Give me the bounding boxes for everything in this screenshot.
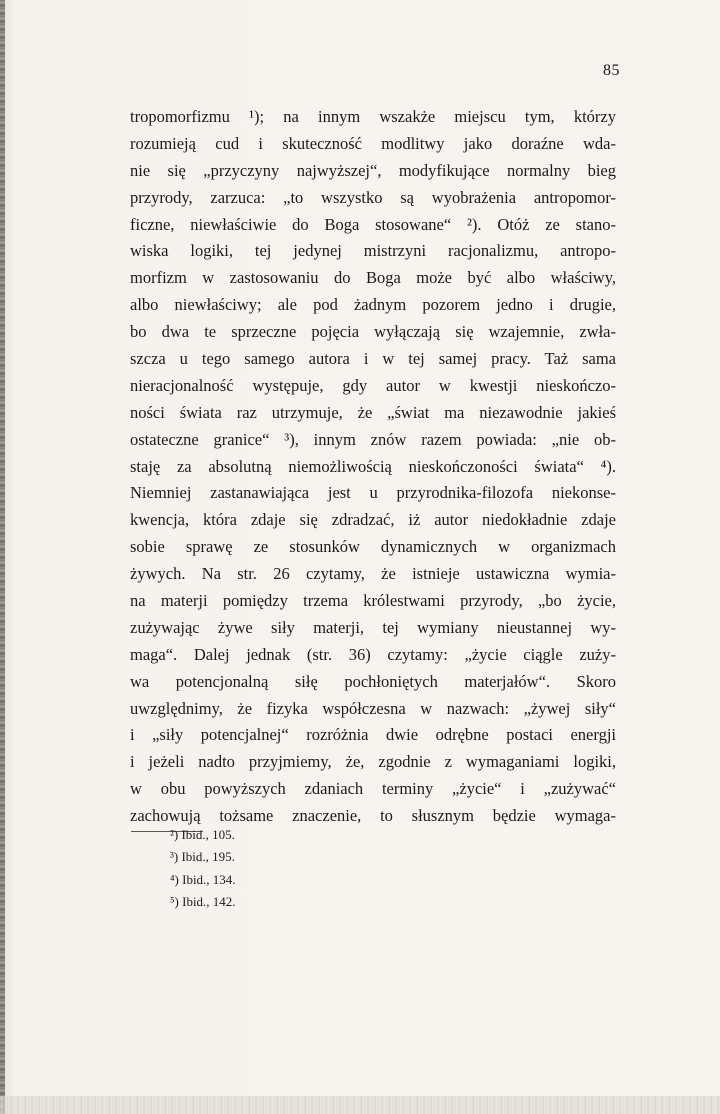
- footnote: ⁴) Ibid., 134.: [170, 871, 236, 887]
- footnotes: [170, 824, 370, 914]
- text-line: żywych. Na str. 26 czytamy, że istnieje ustawiczna wymia-: [130, 564, 616, 584]
- text-line: w obu powyższych zdaniach terminy „życie“ i „zużywać“: [130, 779, 616, 799]
- footnote: ⁵) Ibid., 142.: [170, 894, 236, 910]
- text-line: kwencja, która zdaje się zdradzać, iż autor niedokładnie zdaje: [130, 510, 616, 530]
- page-number: 85: [603, 62, 620, 79]
- text-line: rozumieją cud i skuteczność modlitwy jako doraźne wda-: [130, 133, 616, 153]
- text-line: nie się „przyczyny najwyższej“, modyfikujące normalny bieg: [130, 160, 616, 180]
- text-line: ficzne, niewłaściwie do Boga stosowane“ ²). Otóż ze stano-: [130, 214, 616, 234]
- text-line: morfizm w zastosowaniu do Boga może być albo właściwy,: [130, 268, 616, 288]
- text-line: bo dwa te sprzeczne pojęcia wyłączają się wzajemnie, zwła-: [130, 322, 616, 342]
- text-line: zachowują tożsame znaczenie, to słusznym będzie wymaga-: [130, 806, 616, 826]
- text-line: ostateczne granice“ ³), innym znów razem powiada: „nie ob-: [130, 429, 616, 449]
- text-line: wa potencjonalną siłę pochłoniętych materjałów“. Skoro: [130, 671, 616, 691]
- text-line: maga“. Dalej jednak (str. 36) czytamy: „życie ciągle zuży-: [130, 644, 616, 664]
- text-line: tropomorfizmu ¹); na innym wszakże miejscu tym, którzy: [130, 107, 616, 126]
- body-text: [130, 104, 616, 830]
- text-line: i „siły potencjalnej“ rozróżnia dwie odrębne postaci energji: [130, 725, 616, 745]
- text-line: staję za absolutną niemożliwością nieskończoności świata“ ⁴).: [130, 456, 616, 476]
- text-line: Niemniej zastanawiająca jest u przyrodnika-filozofa niekonse-: [130, 483, 616, 503]
- footnote: ²) Ibid., 105.: [170, 827, 235, 842]
- text-line: i jeżeli nadto przyjmiemy, że, zgodnie z wymaganiami logiki,: [130, 752, 616, 772]
- binding-edge: [0, 0, 5, 1114]
- page-bottom-edge: [0, 1096, 720, 1114]
- text-line: wiska logiki, tej jedynej mistrzyni racjonalizmu, antropo-: [130, 241, 616, 261]
- text-line: albo niewłaściwy; ale pod żadnym pozorem jedno i drugie,: [130, 295, 616, 315]
- text-line: nieracjonalność występuje, gdy autor w kwestji nieskończo-: [130, 375, 616, 395]
- text-line: ności świata raz utrzymuje, że „świat ma niezawodnie jakieś: [130, 402, 616, 422]
- text-line: sobie sprawę ze stosunków dynamicznych w organizmach: [130, 537, 616, 557]
- text-line: przyrody, zarzuca: „to wszystko są wyobrażenia antropomor-: [130, 187, 616, 207]
- text-line: na materji pomiędzy trzema królestwami przyrody, „bo życie,: [130, 591, 616, 611]
- text-line: zużywając żywe siły materji, tej wymiany nieustannej wy-: [130, 617, 616, 637]
- text-line: uwzględnimy, że fizyka współczesna w nazwach: „żywej siły“: [130, 698, 616, 718]
- footnote: ³) Ibid., 195.: [170, 849, 235, 865]
- text-line: szcza u tego samego autora i w tej samej pracy. Taż sama: [130, 349, 616, 369]
